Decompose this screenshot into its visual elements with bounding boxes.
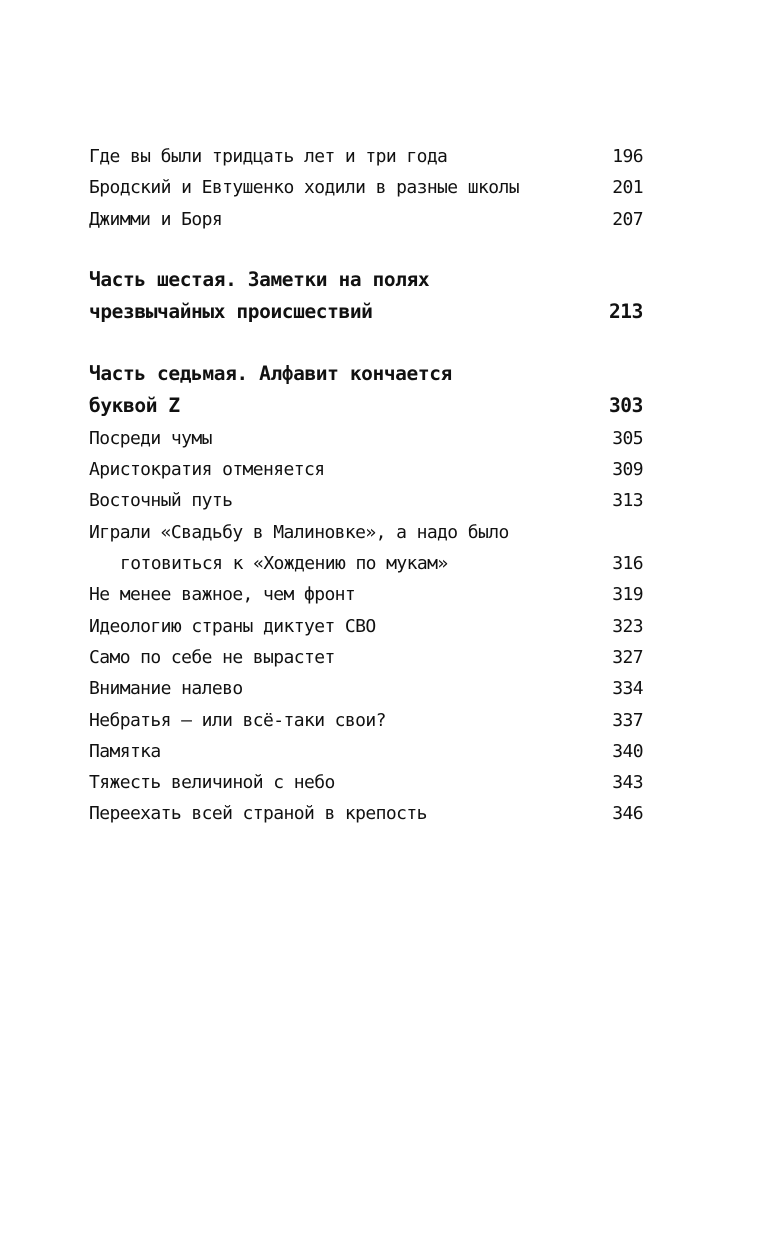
toc-entry-title: Памятка — [89, 740, 161, 762]
toc-entry-page: 343 — [612, 772, 643, 794]
toc-entry[interactable] — [89, 611, 643, 642]
toc-entry-page: 201 — [612, 177, 643, 199]
toc-entry[interactable] — [89, 204, 643, 235]
toc-entry-page: 309 — [612, 459, 643, 481]
toc-entry[interactable] — [89, 642, 643, 673]
toc-part-title-line1: Часть седьмая. Алфавит кончается — [89, 361, 452, 385]
toc-entry-title: Где вы были тридцать лет и три года — [89, 146, 448, 167]
toc-entry-title: Небратья — или всё-таки свои? — [89, 709, 386, 731]
toc-entry[interactable] — [89, 767, 643, 798]
toc-entry-title: Восточный путь — [89, 490, 233, 512]
toc-part-title — [89, 358, 609, 423]
toc-entry[interactable] — [89, 705, 643, 736]
toc-entry[interactable] — [89, 172, 643, 203]
toc-entry-title: Бродский и Евтушенко ходили в разные школы — [89, 177, 519, 199]
toc-part-title — [89, 264, 609, 329]
toc-entry-page: 337 — [612, 709, 643, 731]
toc-entry-page: 316 — [612, 553, 643, 575]
table-of-contents — [89, 141, 643, 830]
toc-entry-title-line2: готовиться к «Хождению по мукам» — [120, 553, 448, 575]
toc-entry-page: 305 — [612, 427, 643, 449]
toc-entry[interactable] — [89, 673, 643, 704]
toc-part-six[interactable] — [89, 264, 643, 329]
toc-entry-title: Переехать всей страной в крепость — [89, 803, 427, 825]
toc-entry[interactable] — [89, 798, 643, 829]
toc-part-seven[interactable] — [89, 358, 643, 423]
toc-entry-title: Не менее важное, чем фронт — [89, 584, 356, 606]
toc-entry-title — [89, 517, 612, 580]
toc-entry-page: 319 — [612, 584, 643, 606]
toc-entry-page: 207 — [612, 208, 643, 230]
toc-part-page: 213 — [608, 300, 643, 324]
toc-part-page: 303 — [608, 394, 643, 418]
toc-part-title-line2: буквой Z — [89, 394, 180, 418]
toc-entry-title: Само по себе не вырастет — [89, 646, 335, 668]
toc-part-title-line1: Часть шестая. Заметки на полях — [89, 267, 430, 291]
toc-entry-page: 196 — [612, 146, 643, 167]
toc-entry[interactable] — [89, 579, 643, 610]
toc-entry-title: Идеологию страны диктует СВО — [89, 615, 376, 637]
toc-part-title-line2: чрезвычайных происшествий — [89, 300, 373, 324]
toc-entry-title: Тяжесть величиной с небо — [89, 772, 335, 794]
toc-entry-title: Джимми и Боря — [89, 208, 223, 230]
toc-entry-title-line1: Играли «Свадьбу в Малиновке», а надо было — [89, 521, 509, 543]
toc-entry-page: 327 — [612, 646, 643, 668]
toc-entry-page: 313 — [612, 490, 643, 512]
toc-entry[interactable] — [89, 485, 643, 516]
toc-entry-page: 340 — [612, 740, 643, 762]
toc-entry-page: 346 — [612, 803, 643, 825]
toc-entry-page: 323 — [612, 615, 643, 637]
toc-entry[interactable] — [89, 517, 643, 580]
toc-entry-title: Аристократия отменяется — [89, 459, 325, 481]
toc-entry[interactable] — [89, 736, 643, 767]
toc-entry-title: Внимание налево — [89, 678, 243, 700]
toc-entry-title: Посреди чумы — [89, 427, 212, 449]
toc-entry[interactable] — [89, 454, 643, 485]
toc-entry-page: 334 — [612, 678, 643, 700]
toc-entry[interactable] — [89, 141, 643, 172]
toc-entry[interactable] — [89, 423, 643, 454]
